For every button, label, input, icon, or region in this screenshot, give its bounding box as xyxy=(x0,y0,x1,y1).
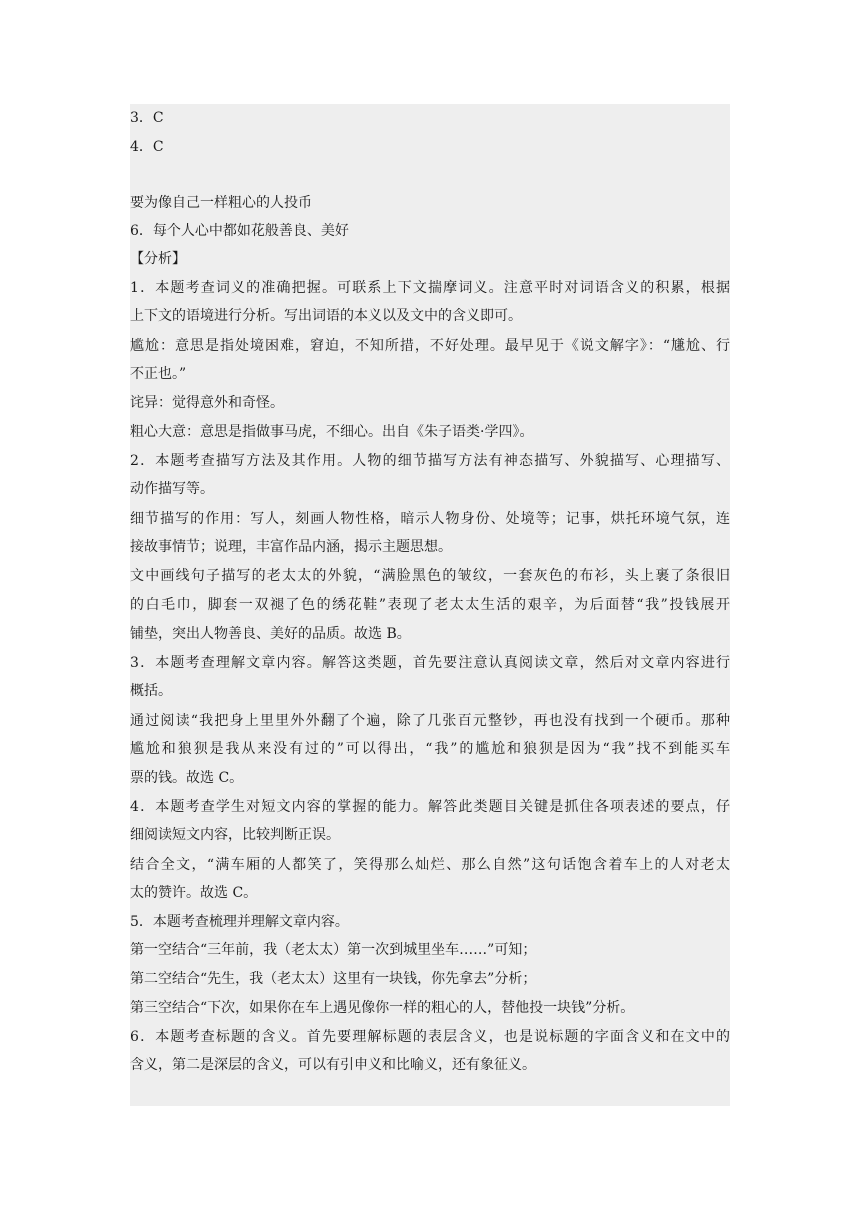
analysis-paragraph: 4．本题考查学生对短文内容的掌握的能力。解答此类题目关键是抓住各项表述的要点，仔 xyxy=(130,799,730,815)
analysis-paragraph: 含义，第二是深层的含义，可以有引申义和比喻义，还有象征义。 xyxy=(130,1057,536,1073)
analysis-paragraph: 接故事情节；说理，丰富作品内涵，揭示主题思想。 xyxy=(130,539,452,555)
analysis-paragraph: 细节描写的作用：写人，刻画人物性格，暗示人物身份、处境等；记事，烘托环境气氛，连 xyxy=(130,511,730,527)
analysis-paragraph: 概括。 xyxy=(130,683,172,699)
analysis-paragraph: 通过阅读“我把身上里里外外翻了个遍，除了几张百元整钞，再也没有找到一个硬币。那种 xyxy=(130,713,730,729)
answer-3: 3．C xyxy=(130,110,164,126)
analysis-paragraph: 尴尬和狼狈是我从来没有过的”可以得出，“我”的尴尬和狼狈是因为“我”找不到能买车 xyxy=(130,741,730,757)
analysis-paragraph: 第二空结合“先生，我（老太太）这里有一块钱，你先拿去”分析； xyxy=(130,971,537,987)
analysis-paragraph: 第一空结合“三年前，我（老太太）第一次到城里坐车……”可知； xyxy=(130,942,537,958)
analysis-paragraph: 5．本题考查梳理并理解文章内容。 xyxy=(130,914,349,930)
answer-5-continued: 要为像自己一样粗心的人投币 xyxy=(130,195,312,211)
answer-6: 6．每个人心中都如花般善良、美好 xyxy=(130,223,349,239)
analysis-paragraph: 第三空结合“下次，如果你在车上遇见像你一样的粗心的人，替他投一块钱”分析。 xyxy=(130,1000,635,1016)
analysis-paragraph: 结合全文，“满车厢的人都笑了，笑得那么灿烂、那么自然”这句话饱含着车上的人对老太 xyxy=(130,857,730,873)
analysis-paragraph: 1．本题考查词义的准确把握。可联系上下文揣摩词义。注意平时对词语含义的积累，根据 xyxy=(130,280,730,296)
analysis-heading: 【分析】 xyxy=(130,251,186,267)
document-body xyxy=(130,104,730,1106)
analysis-paragraph: 动作描写等。 xyxy=(130,481,214,497)
analysis-paragraph: 上下文的语境进行分析。写出词语的本义以及文中的含义即可。 xyxy=(130,308,522,324)
analysis-paragraph: 细阅读短文内容，比较判断正误。 xyxy=(130,827,340,843)
analysis-paragraph: 6．本题考查标题的含义。首先要理解标题的表层含义，也是说标题的字面含义和在文中的 xyxy=(130,1029,730,1045)
analysis-paragraph: 太的赞许。故选 C。 xyxy=(130,885,258,901)
analysis-paragraph: 尴尬：意思是指处境困难，窘迫，不知所措，不好处理。最早见于《说文解字》：“尲尬、行 xyxy=(130,338,730,354)
answer-4: 4．C xyxy=(130,139,164,155)
analysis-paragraph: 2．本题考查描写方法及其作用。人物的细节描写方法有神态描写、外貌描写、心理描写、 xyxy=(130,453,730,469)
analysis-paragraph: 粗心大意：意思是指做事马虎，不细心。出自《朱子语类·学四》。 xyxy=(130,424,534,440)
analysis-paragraph: 票的钱。故选 C。 xyxy=(130,770,244,786)
analysis-paragraph: 文中画线句子描写的老太太的外貌，“满脸黑色的皱纹，一套灰色的布衫，头上裹了条很旧 xyxy=(130,568,730,584)
analysis-paragraph: 诧异：觉得意外和奇怪。 xyxy=(130,395,284,411)
analysis-paragraph: 铺垫，突出人物善良、美好的品质。故选 B。 xyxy=(130,626,411,642)
analysis-paragraph: 的白毛巾，脚套一双褪了色的绣花鞋”表现了老太太生活的艰辛，为后面替“我”投钱展开 xyxy=(130,597,730,613)
analysis-paragraph: 3．本题考查理解文章内容。解答这类题，首先要注意认真阅读文章，然后对文章内容进行 xyxy=(130,655,730,671)
analysis-paragraph: 不正也。” xyxy=(130,366,187,382)
